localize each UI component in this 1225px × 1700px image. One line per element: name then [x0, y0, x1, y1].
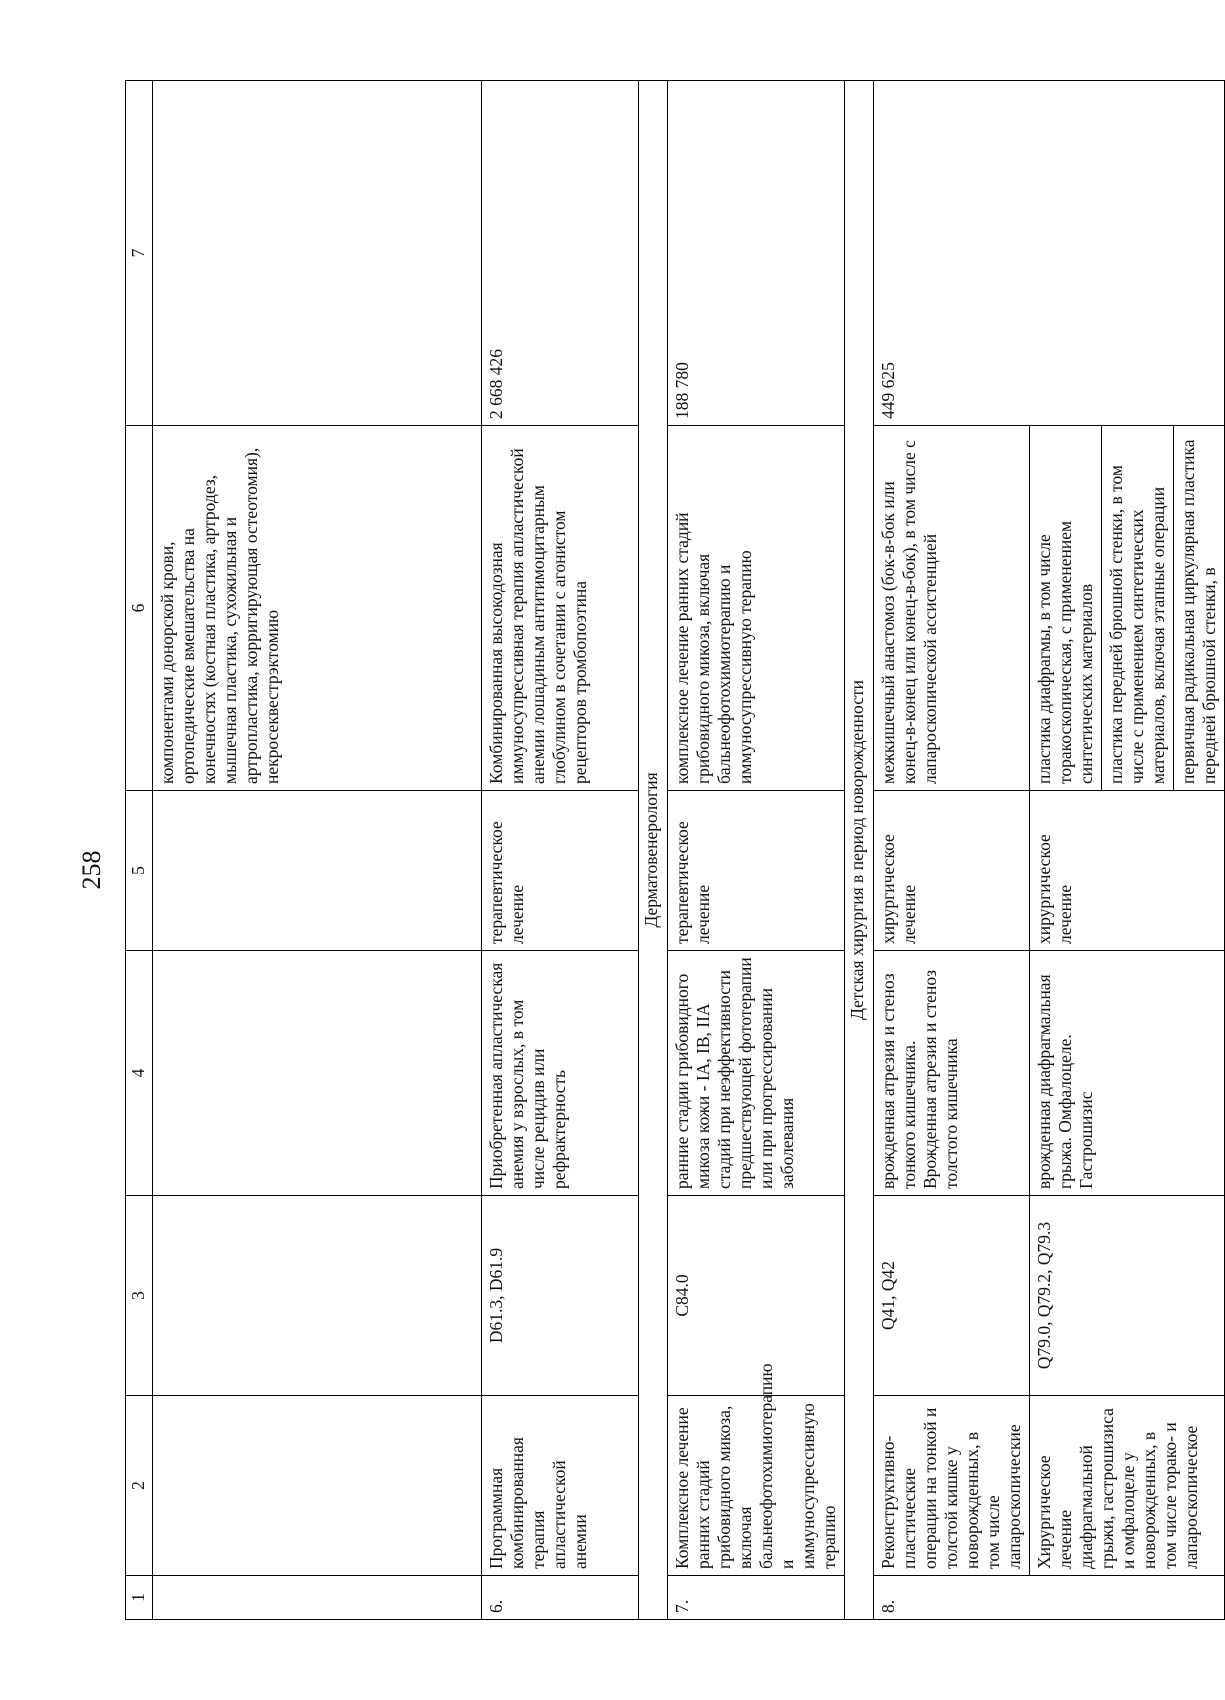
- cell-num: 7.: [668, 1576, 845, 1620]
- section-title: Детская хирургия в период новорожденности: [845, 81, 874, 1620]
- cell-method: межкишечный анастомоз (бок-в-бок или конец-в-конец или конец-в-бок), в том числе с лапароскопической ассистенцией: [874, 426, 1030, 791]
- cell-model: врожденная диафрагмальная грыжа. Омфалоцеле. Гастрошизис: [1030, 951, 1225, 1196]
- cell-codes: C84.0: [668, 1196, 845, 1396]
- cell-cost: 449 625: [874, 81, 1225, 426]
- cell-name: Комплексное лечение ранних стадий грибовидного микоза, включая бальнеофотохимиотерапию и иммуносупрессивную терапию: [668, 1396, 845, 1576]
- cell-model: [153, 951, 482, 1196]
- cell-num: 6.: [482, 1576, 639, 1620]
- column-header-4: 4: [126, 951, 153, 1196]
- cell-method: комплексное лечение ранних стадий грибовидного микоза, включая бальнеофотохимиотерапию и иммуносупрессивную терапию: [668, 426, 845, 791]
- cell-name: [153, 1396, 482, 1576]
- cell-codes: Q79.0, Q79.2, Q79.3: [1030, 1196, 1225, 1396]
- column-header-5: 5: [126, 791, 153, 951]
- table-row-continuation: [153, 81, 482, 1620]
- procedures-table: [125, 80, 1225, 1620]
- cell-method: компонентами донорской крови, ортопедические вмешательства на конечностях (костная пластика, артродез, мышечная пластика, сухожильная и артропластика, корригирующая остеотомия), некросеквестрэктомию: [153, 426, 482, 791]
- table-row-6: [482, 81, 639, 1620]
- page-number: 258: [77, 850, 106, 890]
- cell-type: хирургическое лечение: [1030, 791, 1225, 951]
- cell-type: [153, 791, 482, 951]
- cell-cost: [153, 81, 482, 426]
- cell-num: [153, 1576, 482, 1620]
- cell-model: ранние стадии грибовидного микоза кожи - IA, IB, IIA стадий при неэффективности предшествующей фототерапии или при прогрессировании заболевания: [668, 951, 845, 1196]
- column-number-row: [126, 81, 153, 1620]
- cell-cost: 2 668 426: [482, 81, 639, 426]
- cell-method-1: пластика диафрагмы, в том числе торакоскопическая, с применением синтетических материалов: [1030, 426, 1102, 791]
- column-header-2: 2: [126, 1396, 153, 1576]
- section-title: Дерматовенерология: [639, 81, 668, 1620]
- cell-num: 8.: [874, 1576, 1225, 1620]
- column-header-7: 7: [126, 81, 153, 426]
- cell-method: Комбинированная высокодозная иммуносупрессивная терапия апластической анемии лошадиным антитимоцитарным глобулином в сочетании с агонистом рецепторов тромбопоэтина: [482, 426, 639, 791]
- cell-type: хирургическое лечение: [874, 791, 1030, 951]
- section-row-neonatal-surgery: [845, 81, 874, 1620]
- table-row-7: [668, 81, 845, 1620]
- column-header-3: 3: [126, 1196, 153, 1396]
- cell-name: Реконструктивно-пластические операции на тонкой и толстой кишке у новорожденных, в том числе лапароскопические: [874, 1396, 1030, 1576]
- cell-type: терапевтическое лечение: [668, 791, 845, 951]
- cell-model: врожденная атрезия и стеноз тонкого кишечника. Врожденная атрезия и стеноз толстого кишечника: [874, 951, 1030, 1196]
- cell-model: Приобретенная апластическая анемия у взрослых, в том числе рецидив или рефрактерность: [482, 951, 639, 1196]
- column-header-1: 1: [126, 1576, 153, 1620]
- section-row-dermatovenereology: [639, 81, 668, 1620]
- cell-type: терапевтическое лечение: [482, 791, 639, 951]
- cell-name: Хирургическое лечение диафрагмальной грыжи, гастрошизиса и омфалоцеле у новорожденных, в том числе торако- и лапароскопическое: [1030, 1396, 1225, 1576]
- cell-method-3: первичная радикальная циркулярная пластика передней брюшной стенки, в: [1174, 426, 1225, 791]
- cell-codes: [153, 1196, 482, 1396]
- table-row-8: [874, 81, 1030, 1620]
- cell-codes: D61.3, D61.9: [482, 1196, 639, 1396]
- medical-procedures-table-sheet: [125, 80, 1219, 1620]
- cell-codes: Q41, Q42: [874, 1196, 1030, 1396]
- cell-method-2: пластика передней брюшной стенки, в том числе с применением синтетических материалов, включая этапные операции: [1102, 426, 1174, 791]
- cell-cost: 188 780: [668, 81, 845, 426]
- column-header-6: 6: [126, 426, 153, 791]
- cell-name: Программная комбинированная терапия апластической анемии: [482, 1396, 639, 1576]
